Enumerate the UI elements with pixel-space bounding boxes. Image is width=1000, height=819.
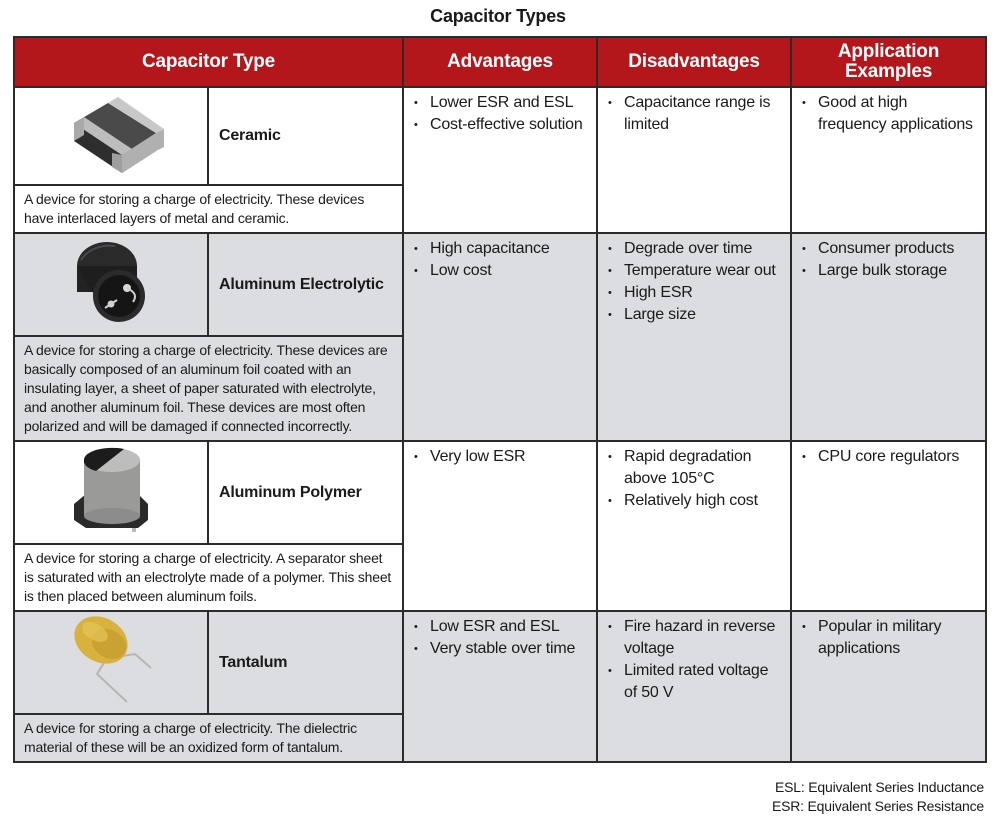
capacitor-description: A device for storing a charge of electricity. These devices have interlaced layers of metal and ceramic. <box>14 185 403 233</box>
application-item: • Popular in military applications <box>802 616 979 660</box>
capacitor-image-cell <box>14 611 208 714</box>
footnotes <box>772 778 984 816</box>
capacitor-image-cell <box>14 87 208 185</box>
disadvantage-item: • Fire hazard in reverse voltage <box>608 616 784 660</box>
table-row-aluminum-electrolytic <box>14 233 986 336</box>
applications-cell <box>791 441 986 611</box>
advantages-cell <box>403 233 597 441</box>
advantage-item: • Very low ESR <box>414 446 590 468</box>
advantage-item: • Lower ESR and ESL <box>414 92 590 114</box>
disadvantage-item: • High ESR <box>608 282 784 304</box>
applications-cell <box>791 233 986 441</box>
header-application-examples: Application Examples <box>791 37 986 87</box>
aluminum-polymer-capacitor-icon <box>66 442 156 538</box>
disadvantages-cell <box>597 233 791 441</box>
capacitor-name: Ceramic <box>208 87 403 185</box>
capacitor-types-table <box>13 36 987 763</box>
table-row-tantalum <box>14 611 986 714</box>
capacitor-image-cell <box>14 233 208 336</box>
capacitor-name: Aluminum Electrolytic <box>208 233 403 336</box>
advantages-cell <box>403 611 597 762</box>
table-row-ceramic <box>14 87 986 185</box>
advantages-cell <box>403 87 597 233</box>
disadvantages-cell <box>597 611 791 762</box>
table-title: Capacitor Types <box>430 6 566 26</box>
advantage-item: • Very stable over time <box>414 638 590 660</box>
capacitor-name: Aluminum Polymer <box>208 441 403 544</box>
footnote-esr: ESR: Equivalent Series Resistance <box>771 798 984 814</box>
disadvantage-item: • Limited rated voltage of 50 V <box>608 660 784 704</box>
capacitor-image-cell <box>14 441 208 544</box>
capacitor-name: Tantalum <box>208 611 403 714</box>
disadvantage-item: • Relatively high cost <box>608 490 784 512</box>
disadvantage-item: • Temperature wear out <box>608 260 784 282</box>
disadvantage-item: • Capacitance range is limited <box>608 92 784 136</box>
capacitor-description: A device for storing a charge of electricity. A separator sheet is saturated with an electrolyte made of a polymer. This sheet is then placed between aluminum foils. <box>14 544 403 611</box>
applications-cell <box>791 87 986 233</box>
capacitor-description: A device for storing a charge of electricity. The dielectric material of these will be an oxidized form of tantalum. <box>14 714 403 762</box>
capacitor-description: A device for storing a charge of electricity. These devices are basically composed of an aluminum foil coated with an insulating layer, a sheet of paper saturated with electrolyte, and another aluminum foil. These devices are most often polarized and will be damaged if connected incorrectly. <box>14 336 403 441</box>
disadvantage-item: • Large size <box>608 304 784 326</box>
disadvantage-item: • Degrade over time <box>608 238 784 260</box>
table-row-aluminum-polymer <box>14 441 986 544</box>
advantage-item: • Low cost <box>414 260 590 282</box>
header-advantages: Advantages <box>403 37 597 87</box>
advantage-item: • Cost-effective solution <box>414 114 590 136</box>
footnote-esl: ESL: Equivalent Series Inductance <box>775 779 984 795</box>
advantage-item: • Low ESR and ESL <box>414 616 590 638</box>
header-disadvantages: Disadvantages <box>597 37 791 87</box>
application-item: • Consumer products <box>802 238 979 260</box>
header-capacitor-type: Capacitor Type <box>14 37 403 87</box>
aluminum-electrolytic-capacitor-icon <box>61 236 161 328</box>
disadvantages-cell <box>597 87 791 233</box>
application-item: • Good at high frequency applications <box>802 92 979 136</box>
application-item: • Large bulk storage <box>802 260 979 282</box>
advantages-cell <box>403 441 597 611</box>
advantage-item: • High capacitance <box>414 238 590 260</box>
header-row <box>14 37 986 87</box>
disadvantage-item: • Rapid degradation above 105°C <box>608 446 784 490</box>
tantalum-capacitor-icon <box>61 614 161 706</box>
application-item: • CPU core regulators <box>802 446 979 468</box>
disadvantages-cell <box>597 441 791 611</box>
ceramic-capacitor-icon <box>56 91 166 177</box>
applications-cell <box>791 611 986 762</box>
